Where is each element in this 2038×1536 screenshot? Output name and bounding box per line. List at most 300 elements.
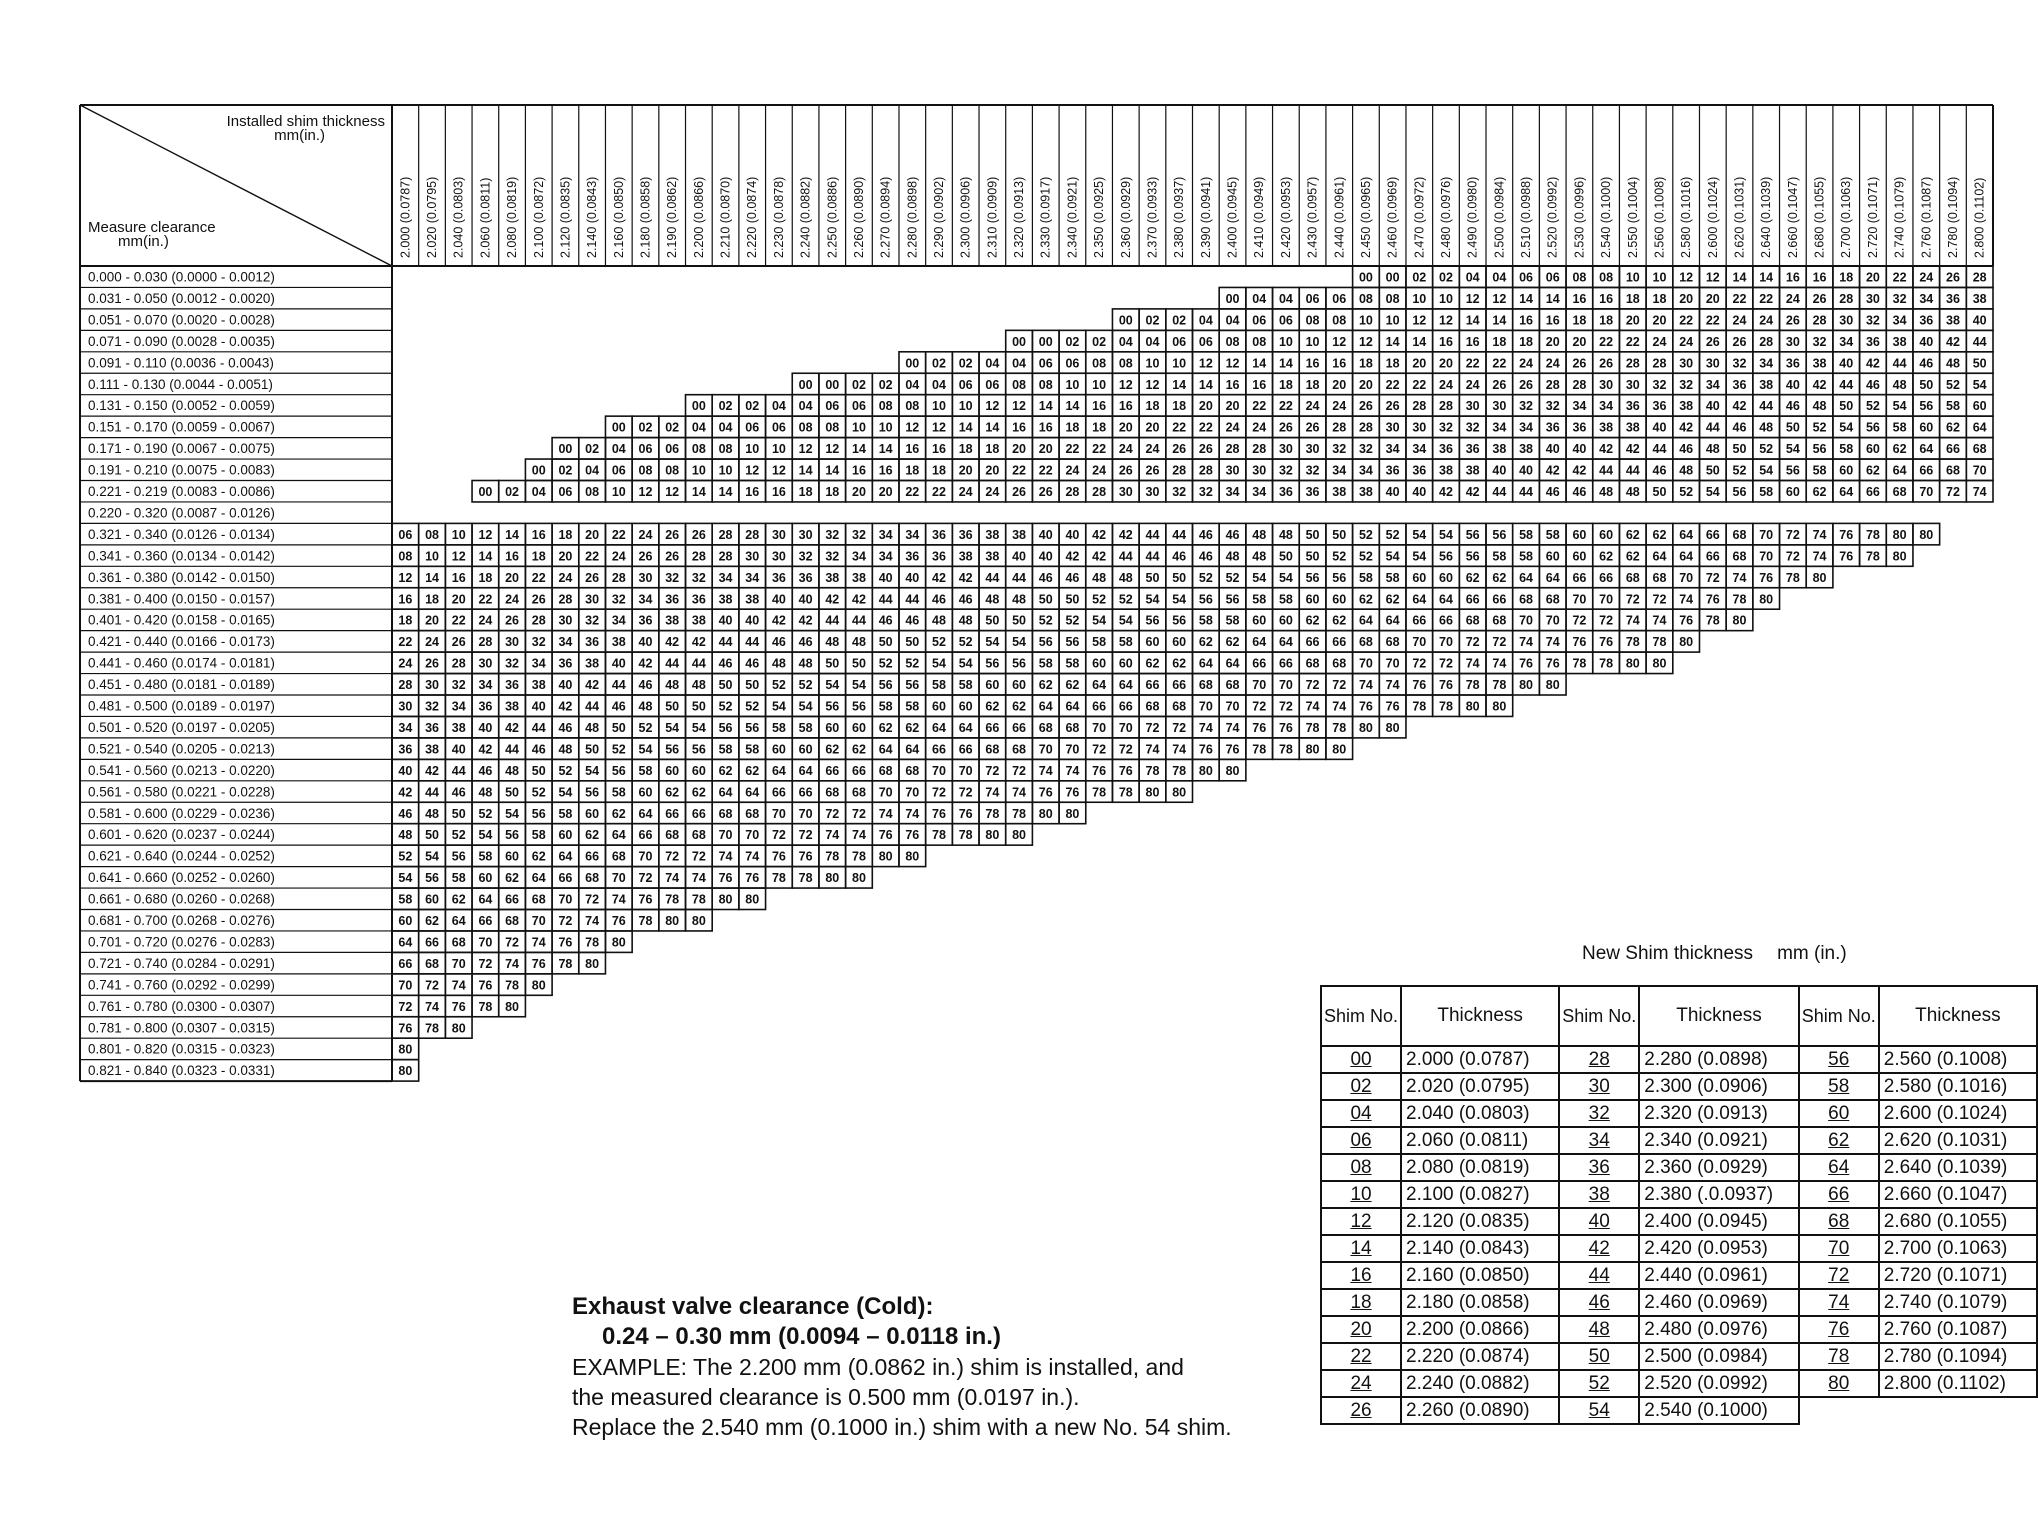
- shim-number-cell: 38: [505, 699, 520, 714]
- shim-number-cell: 48: [825, 635, 840, 650]
- shim-number-cell: 46: [1732, 420, 1747, 435]
- shim-number-cell: 24: [398, 656, 413, 671]
- shim-number-cell: 16: [745, 485, 760, 499]
- shim-number-cell: 76: [1839, 527, 1854, 542]
- note-range: 0.24 – 0.30 mm (0.0094 – 0.0118 in.): [602, 1323, 1001, 1350]
- shim-number-cell: 74: [531, 935, 546, 950]
- shim-number-cell: 60: [932, 699, 946, 714]
- shim-number-cell: 12: [1705, 270, 1720, 285]
- shim-number-cell: 58: [558, 806, 573, 821]
- shim-number-cell: 76: [1839, 549, 1854, 564]
- shim-number-cell: 70: [1545, 613, 1560, 628]
- shim-number-cell: 64: [958, 720, 973, 735]
- shim-number-cell: 52: [718, 699, 733, 714]
- shim-number-cell: 50: [425, 828, 439, 843]
- column-header-label: 2.020 (0.0795): [425, 176, 440, 258]
- shim-number-cell: 40: [745, 613, 760, 628]
- legend-shim-thickness: 2.120 (0.0835): [1401, 1208, 1559, 1235]
- shim-number-cell: 76: [1679, 613, 1694, 628]
- shim-number-cell: 12: [1358, 334, 1373, 349]
- shim-number-cell: 44: [1172, 527, 1187, 542]
- note-line-1: EXAMPLE: The 2.200 mm (0.0862 in.) shim is installed, and: [572, 1354, 1184, 1380]
- shim-number-cell: 24: [425, 635, 439, 650]
- column-header-label: 2.270 (0.0894): [878, 176, 893, 258]
- shim-number-cell: 12: [1145, 377, 1160, 392]
- shim-number-cell: 20: [1198, 399, 1213, 414]
- shim-number-cell: 70: [878, 785, 893, 800]
- shim-number-cell: 72: [665, 849, 680, 864]
- shim-number-cell: 68: [852, 785, 866, 800]
- shim-number-cell: 60: [638, 785, 653, 800]
- shim-number-cell: 42: [638, 656, 653, 671]
- legend-shim-thickness: 2.720 (0.1071): [1879, 1262, 2037, 1289]
- shim-number-cell: 20: [1145, 420, 1160, 435]
- shim-number-cell: 62: [1946, 420, 1960, 435]
- shim-number-cell: 60: [1305, 592, 1320, 607]
- shim-number-cell: 70: [1919, 485, 1934, 499]
- shim-number-cell: 36: [1278, 485, 1293, 499]
- row-clearance-label: 0.681 - 0.700 (0.0268 - 0.0276): [88, 913, 275, 928]
- shim-number-cell: 10: [932, 399, 946, 414]
- shim-number-cell: 18: [1385, 356, 1400, 371]
- shim-number-cell: 34: [1492, 420, 1507, 435]
- shim-number-cell: 26: [1599, 356, 1614, 371]
- shim-number-cell: 70: [1412, 635, 1427, 650]
- legend-shim-no: 48: [1559, 1316, 1639, 1343]
- legend-shim-thickness: 2.100 (0.0827): [1401, 1181, 1559, 1208]
- shim-number-cell: 46: [798, 635, 813, 650]
- shim-number-cell: 76: [745, 871, 760, 886]
- shim-number-cell: 30: [1145, 485, 1160, 499]
- shim-number-cell: 02: [505, 485, 520, 499]
- shim-number-cell: 12: [1012, 399, 1027, 414]
- shim-number-cell: 42: [1439, 485, 1453, 499]
- shim-number-cell: 56: [1465, 549, 1480, 564]
- shim-number-cell: 06: [745, 420, 760, 435]
- shim-number-cell: 58: [638, 763, 653, 778]
- shim-number-cell: 40: [1572, 442, 1587, 457]
- column-header-label: 2.530 (0.0996): [1572, 176, 1587, 258]
- shim-number-cell: 16: [1439, 334, 1453, 349]
- shim-number-cell: 46: [1198, 527, 1213, 542]
- shim-number-cell: 76: [1385, 699, 1400, 714]
- shim-number-cell: 72: [1412, 656, 1427, 671]
- shim-number-cell: 26: [1278, 420, 1293, 435]
- shim-number-cell: 16: [1545, 313, 1560, 328]
- legend-header-no: Shim No.: [1799, 986, 1879, 1046]
- shim-number-cell: 74: [1198, 720, 1213, 735]
- legend-header-thickness: Thickness: [1879, 986, 2037, 1046]
- shim-number-cell: 68: [1172, 699, 1187, 714]
- shim-number-cell: 46: [451, 785, 466, 800]
- shim-number-cell: 72: [1012, 763, 1027, 778]
- shim-number-cell: 28: [531, 613, 546, 628]
- shim-number-cell: 20: [1358, 377, 1373, 392]
- shim-number-cell: 68: [1946, 463, 1960, 478]
- shim-number-cell: 02: [878, 377, 893, 392]
- row-clearance-label: 0.111 - 0.130 (0.0044 - 0.0051): [88, 376, 273, 392]
- legend-shim-no: 56: [1799, 1046, 1879, 1073]
- shim-number-cell: 42: [1679, 420, 1694, 435]
- shim-number-cell: 54: [1385, 549, 1400, 564]
- shim-number-cell: 58: [451, 871, 466, 886]
- shim-number-cell: 42: [1545, 463, 1560, 478]
- shim-number-cell: 08: [825, 420, 840, 435]
- shim-number-cell: 64: [1252, 635, 1267, 650]
- shim-number-cell: 30: [1278, 442, 1293, 457]
- shim-number-cell: 54: [1012, 635, 1027, 650]
- shim-number-cell: 08: [425, 527, 439, 542]
- shim-number-cell: 68: [1652, 570, 1667, 585]
- shim-number-cell: 72: [1785, 549, 1800, 564]
- column-header-label: 2.400 (0.0945): [1225, 176, 1240, 258]
- shim-number-cell: 32: [1519, 399, 1533, 414]
- legend-shim-thickness: 2.540 (0.1000): [1639, 1397, 1798, 1424]
- shim-number-cell: 48: [505, 763, 520, 778]
- row-clearance-label: 0.801 - 0.820 (0.0315 - 0.0323): [88, 1041, 275, 1057]
- shim-number-cell: 74: [905, 806, 920, 821]
- shim-number-cell: 24: [1332, 399, 1347, 414]
- shim-number-cell: 64: [798, 763, 813, 778]
- shim-number-cell: 66: [1465, 592, 1480, 607]
- shim-number-cell: 08: [905, 399, 920, 414]
- shim-number-cell: 10: [1358, 313, 1373, 328]
- shim-number-cell: 44: [1145, 549, 1160, 564]
- shim-number-cell: 56: [1305, 570, 1320, 585]
- shim-number-cell: 36: [1652, 399, 1667, 414]
- legend-title: [1558, 943, 1847, 965]
- shim-number-cell: 76: [1278, 720, 1293, 735]
- shim-number-cell: 48: [691, 678, 706, 693]
- shim-number-cell: 80: [1012, 828, 1027, 843]
- shim-number-cell: 22: [1465, 356, 1480, 371]
- shim-number-cell: 10: [878, 420, 893, 435]
- shim-number-cell: 08: [1012, 377, 1027, 392]
- shim-number-cell: 36: [1946, 291, 1960, 306]
- shim-number-cell: 76: [1599, 635, 1614, 650]
- shim-number-cell: 60: [1145, 635, 1160, 650]
- shim-number-cell: 20: [1412, 356, 1427, 371]
- column-header-label: 2.420 (0.0953): [1278, 176, 1293, 258]
- shim-number-cell: 12: [985, 399, 1000, 414]
- shim-number-cell: 02: [718, 399, 733, 414]
- shim-number-cell: 80: [1492, 699, 1507, 714]
- shim-number-cell: 14: [505, 527, 520, 542]
- shim-number-cell: 46: [745, 656, 760, 671]
- shim-number-cell: 66: [585, 849, 600, 864]
- row-clearance-label: 0.341 - 0.360 (0.0134 - 0.0142): [88, 548, 275, 564]
- shim-number-cell: 16: [771, 485, 786, 499]
- shim-number-cell: 80: [878, 849, 893, 864]
- shim-number-cell: 28: [718, 549, 733, 564]
- shim-number-cell: 16: [878, 463, 893, 478]
- shim-number-cell: 18: [1145, 399, 1160, 414]
- row-clearance-label: 0.521 - 0.540 (0.0205 - 0.0213): [88, 741, 275, 757]
- shim-number-cell: 70: [1225, 699, 1240, 714]
- shim-number-cell: 76: [798, 849, 813, 864]
- shim-number-cell: 52: [745, 699, 760, 714]
- shim-number-cell: 52: [1225, 570, 1240, 585]
- shim-number-cell: 78: [852, 849, 866, 864]
- shim-number-cell: 54: [1412, 549, 1427, 564]
- shim-number-cell: 52: [398, 849, 413, 864]
- shim-number-cell: 58: [798, 720, 813, 735]
- shim-number-cell: 28: [1225, 442, 1240, 457]
- shim-number-cell: 80: [691, 914, 706, 928]
- shim-number-cell: 28: [1652, 356, 1667, 371]
- shim-number-cell: 72: [1599, 613, 1614, 628]
- legend-shim-thickness: 2.440 (0.0961): [1639, 1262, 1798, 1289]
- shim-number-cell: 64: [1385, 613, 1400, 628]
- shim-number-cell: 06: [611, 463, 626, 478]
- shim-number-cell: 16: [1012, 420, 1027, 435]
- legend-shim-no: 60: [1799, 1100, 1879, 1127]
- column-header-label: 2.260 (0.0890): [851, 176, 866, 258]
- column-header-label: 2.580 (0.1016): [1679, 176, 1694, 258]
- shim-number-cell: 80: [1172, 785, 1187, 800]
- shim-number-cell: 76: [1118, 763, 1133, 778]
- shim-number-cell: 44: [531, 720, 546, 735]
- shim-number-cell: 10: [1625, 270, 1640, 285]
- legend-row: [1321, 1316, 2037, 1343]
- shim-number-cell: 16: [905, 442, 920, 457]
- shim-number-cell: 80: [1919, 527, 1934, 542]
- shim-number-cell: 78: [1252, 742, 1267, 757]
- shim-number-cell: 46: [1198, 549, 1213, 564]
- shim-number-cell: 40: [1519, 463, 1533, 478]
- shim-number-cell: 40: [531, 699, 546, 714]
- shim-number-cell: 36: [478, 699, 493, 714]
- shim-number-cell: 64: [1679, 527, 1694, 542]
- column-header-label: 2.280 (0.0898): [905, 176, 920, 258]
- shim-number-cell: 60: [1092, 656, 1107, 671]
- shim-number-cell: 70: [1519, 613, 1533, 628]
- shim-number-cell: 80: [1545, 678, 1560, 693]
- shim-number-cell: 58: [745, 742, 760, 757]
- column-header-label: 2.800 (0.1102): [1972, 177, 1987, 258]
- legend-shim-thickness: 2.420 (0.0953): [1639, 1235, 1798, 1262]
- shim-number-cell: 58: [1759, 485, 1774, 499]
- shim-number-cell: 72: [1252, 699, 1267, 714]
- shim-number-cell: 10: [771, 442, 786, 457]
- shim-number-cell: 22: [1599, 334, 1614, 349]
- shim-number-cell: 78: [1145, 763, 1160, 778]
- shim-number-cell: 34: [451, 699, 466, 714]
- legend-shim-thickness: 2.280 (0.0898): [1639, 1046, 1798, 1073]
- shim-number-cell: 80: [1332, 742, 1347, 757]
- shim-number-cell: 24: [478, 613, 493, 628]
- shim-number-cell: 42: [1092, 549, 1107, 564]
- shim-number-cell: 30: [771, 527, 786, 542]
- shim-number-cell: 50: [1278, 549, 1293, 564]
- legend-shim-no: 32: [1559, 1100, 1639, 1127]
- shim-number-cell: 34: [1332, 463, 1347, 478]
- shim-number-cell: 74: [1225, 720, 1240, 735]
- shim-number-cell: 76: [558, 935, 573, 950]
- shim-number-cell: 22: [1092, 442, 1107, 457]
- legend-shim-no: 24: [1321, 1370, 1401, 1397]
- shim-number-cell: 44: [1492, 485, 1507, 499]
- shim-number-cell: 06: [1172, 334, 1187, 349]
- row-clearance-label: 0.071 - 0.090 (0.0028 - 0.0035): [88, 333, 275, 349]
- shim-number-cell: 08: [1092, 356, 1107, 371]
- shim-number-cell: 18: [1278, 377, 1293, 392]
- shim-number-cell: 68: [1492, 613, 1507, 628]
- shim-number-cell: 54: [1252, 570, 1267, 585]
- shim-number-cell: 20: [1679, 291, 1694, 306]
- shim-number-cell: 30: [771, 549, 786, 564]
- shim-number-cell: 60: [505, 849, 520, 864]
- shim-number-cell: 26: [1946, 270, 1960, 285]
- shim-number-cell: 10: [718, 463, 733, 478]
- shim-number-cell: 72: [558, 914, 573, 928]
- shim-number-cell: 38: [425, 742, 439, 757]
- legend-shim-thickness: 2.460 (0.0969): [1639, 1289, 1798, 1316]
- legend-shim-no: 66: [1799, 1181, 1879, 1208]
- shim-number-cell: 18: [1519, 334, 1533, 349]
- shim-number-cell: 46: [1785, 399, 1800, 414]
- shim-number-cell: 72: [1652, 592, 1667, 607]
- shim-number-cell: 64: [905, 742, 920, 757]
- shim-number-cell: 06: [558, 485, 573, 499]
- shim-number-cell: 74: [1305, 699, 1320, 714]
- shim-number-cell: 56: [1198, 592, 1213, 607]
- column-header-label: 2.510 (0.0988): [1519, 176, 1534, 258]
- shim-number-cell: 04: [1492, 270, 1507, 285]
- shim-number-cell: 62: [1652, 527, 1667, 542]
- shim-number-cell: 72: [1278, 699, 1293, 714]
- shim-number-cell: 38: [1465, 463, 1480, 478]
- shim-number-cell: 52: [531, 785, 546, 800]
- shim-number-cell: 60: [1332, 592, 1347, 607]
- shim-number-cell: 70: [611, 871, 626, 886]
- shim-number-cell: 60: [1172, 635, 1187, 650]
- shim-number-cell: 48: [798, 656, 813, 671]
- shim-number-cell: 48: [932, 613, 946, 628]
- shim-number-cell: 44: [1145, 527, 1160, 542]
- shim-number-cell: 22: [1705, 313, 1720, 328]
- shim-number-cell: 32: [1278, 463, 1293, 478]
- shim-number-cell: 50: [611, 720, 626, 735]
- shim-number-cell: 72: [398, 999, 413, 1014]
- shim-number-cell: 68: [1358, 635, 1373, 650]
- shim-number-cell: 74: [691, 871, 706, 886]
- shim-number-cell: 78: [478, 999, 493, 1014]
- shim-number-cell: 34: [638, 592, 653, 607]
- legend-shim-thickness: 2.620 (0.1031): [1879, 1127, 2037, 1154]
- column-header-label: 2.480 (0.0976): [1438, 176, 1453, 258]
- legend-shim-no: 04: [1321, 1100, 1401, 1127]
- shim-number-cell: 76: [1412, 678, 1427, 693]
- shim-number-cell: 56: [425, 871, 439, 886]
- shim-number-cell: 28: [398, 678, 413, 693]
- shim-number-cell: 00: [1012, 334, 1027, 349]
- shim-number-cell: 64: [478, 892, 493, 907]
- legend-row: [1321, 1289, 2037, 1316]
- shim-number-cell: 66: [1252, 656, 1267, 671]
- shim-number-cell: 46: [531, 742, 546, 757]
- shim-number-cell: 70: [1358, 656, 1373, 671]
- shim-number-cell: 40: [878, 570, 893, 585]
- column-header-label: 2.060 (0.0811): [478, 177, 493, 258]
- shim-number-cell: 74: [1732, 570, 1747, 585]
- shim-number-cell: 48: [1759, 420, 1774, 435]
- shim-number-cell: 06: [638, 442, 653, 457]
- shim-number-cell: 62: [905, 720, 920, 735]
- shim-number-cell: 34: [1919, 291, 1934, 306]
- shim-number-cell: 36: [958, 527, 973, 542]
- legend-shim-no: 70: [1799, 1235, 1879, 1262]
- shim-number-cell: 64: [1919, 442, 1934, 457]
- shim-number-cell: 56: [1812, 442, 1827, 457]
- shim-number-cell: 68: [878, 763, 893, 778]
- shim-number-cell: 34: [1252, 485, 1267, 499]
- shim-number-cell: 62: [1332, 613, 1347, 628]
- shim-number-cell: 10: [852, 420, 866, 435]
- shim-number-cell: 74: [665, 871, 680, 886]
- shim-number-cell: 36: [1465, 442, 1480, 457]
- shim-number-cell: 00: [478, 485, 493, 499]
- shim-number-cell: 44: [1759, 399, 1774, 414]
- shim-number-cell: 24: [1919, 270, 1934, 285]
- shim-number-cell: 72: [1118, 742, 1133, 757]
- shim-number-cell: 46: [1865, 377, 1880, 392]
- shim-number-cell: 06: [1065, 356, 1080, 371]
- column-header-label: 2.220 (0.0874): [745, 176, 760, 258]
- shim-number-cell: 38: [665, 613, 680, 628]
- shim-number-cell: 76: [1545, 656, 1560, 671]
- shim-number-cell: 72: [638, 871, 653, 886]
- shim-number-cell: 12: [398, 570, 413, 585]
- shim-number-cell: 24: [1225, 420, 1240, 435]
- shim-number-cell: 64: [1839, 485, 1854, 499]
- shim-number-cell: 54: [398, 871, 413, 886]
- shim-number-cell: 72: [1305, 678, 1320, 693]
- shim-number-cell: 12: [825, 442, 840, 457]
- shim-number-cell: 66: [1572, 570, 1587, 585]
- column-header-label: 2.290 (0.0902): [932, 176, 947, 258]
- shim-number-cell: 42: [1092, 527, 1107, 542]
- shim-number-cell: 56: [745, 720, 760, 735]
- shim-number-cell: 62: [825, 742, 840, 757]
- shim-number-cell: 34: [1519, 420, 1533, 435]
- shim-number-cell: 36: [1785, 356, 1800, 371]
- shim-number-cell: 70: [771, 806, 786, 821]
- shim-number-cell: 02: [638, 420, 653, 435]
- shim-number-cell: 62: [1385, 592, 1400, 607]
- shim-number-cell: 52: [878, 656, 893, 671]
- shim-number-cell: 24: [1092, 463, 1107, 478]
- shim-number-cell: 76: [478, 978, 493, 993]
- shim-number-cell: 68: [1972, 442, 1987, 457]
- shim-number-cell: 34: [1705, 377, 1720, 392]
- shim-number-cell: 56: [1492, 527, 1507, 542]
- row-clearance-label: 0.451 - 0.480 (0.0181 - 0.0189): [88, 677, 275, 693]
- shim-number-cell: 30: [1252, 463, 1267, 478]
- shim-number-cell: 62: [1012, 699, 1027, 714]
- shim-number-cell: 04: [531, 485, 546, 499]
- shim-number-cell: 70: [1252, 678, 1267, 693]
- shim-number-cell: 12: [798, 442, 813, 457]
- row-clearance-label: 0.601 - 0.620 (0.0237 - 0.0244): [88, 827, 275, 843]
- shim-number-cell: 20: [1439, 356, 1453, 371]
- shim-number-cell: 46: [905, 613, 920, 628]
- shim-number-cell: 62: [1172, 656, 1187, 671]
- shim-number-cell: 44: [718, 635, 733, 650]
- shim-number-cell: 38: [1332, 485, 1347, 499]
- shim-number-cell: 62: [585, 828, 600, 843]
- shim-number-cell: 66: [558, 871, 573, 886]
